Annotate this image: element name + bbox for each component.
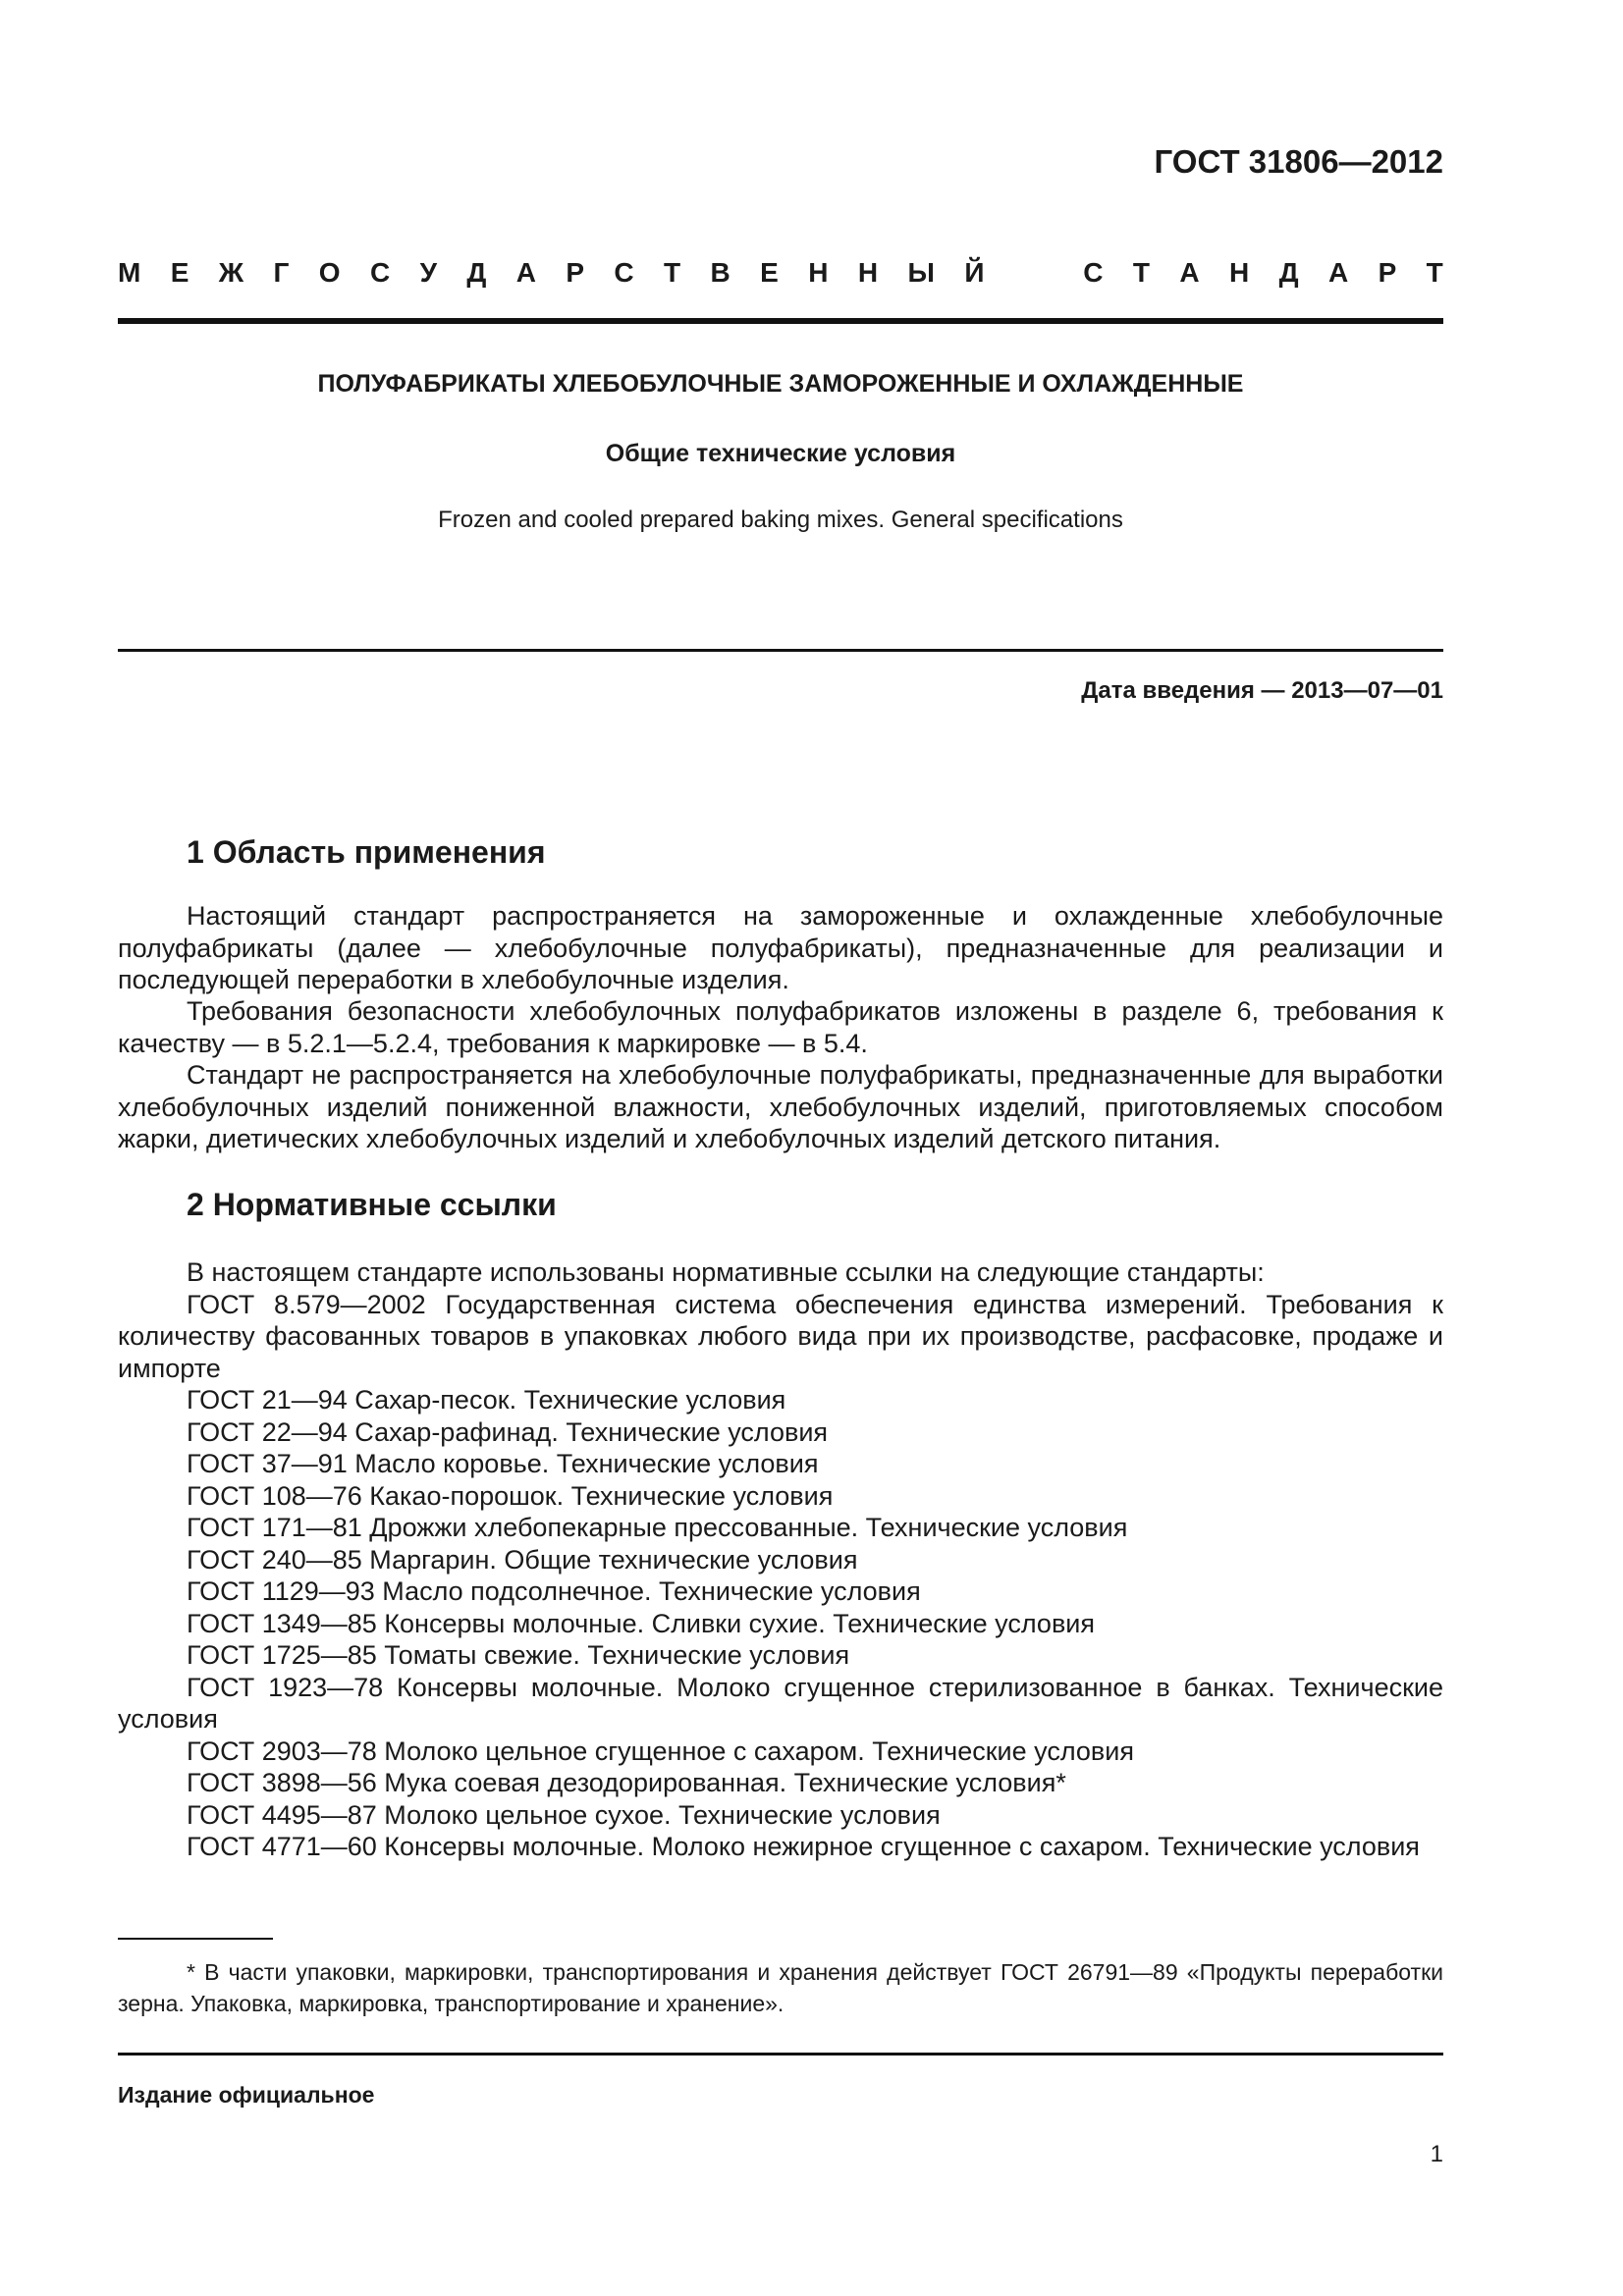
reference-item: ГОСТ 1349—85 Консервы молочные. Сливки сухие. Технические условия [187,1608,1095,1638]
footnote: * В части упаковки, маркировки, транспортирования и хранения действует ГОСТ 26791—89 «Продукты переработки зерна. Упаковка, маркировка, транспортирование и хранение». [118,1959,1443,2016]
page-number: 1 [1430,2141,1443,2167]
title-rule [118,649,1443,652]
section-2-heading: 2 Нормативные ссылки [187,1187,557,1222]
section-1-paragraph-2: Требования безопасности хлебобулочных полуфабрикатов изложены в разделе 6, требования к качеству — в 5.2.1—5.2.4, требования к маркировке — в 5.4. [118,996,1443,1058]
normative-references-list [118,1256,1443,1863]
introduction-date: Дата введения — 2013—07—01 [1081,677,1443,704]
heading-letter: Р [566,257,585,288]
reference-item: ГОСТ 4495—87 Молоко цельное сухое. Технические условия [187,1799,941,1830]
references-intro: В настоящем стандарте использованы нормативные ссылки на следующие стандарты: [187,1257,1265,1287]
heading-letter: В [710,257,730,288]
reference-item: ГОСТ 8.579—2002 Государственная система обеспечения единства измерений. Требования к количеству фасованных товаров в упаковках любого вида при их производстве, расфасовке, продаже и импорте [118,1289,1443,1383]
heading-letter: С [369,257,391,288]
reference-item: ГОСТ 22—94 Сахар-рафинад. Технические условия [187,1416,829,1447]
heading-letter: Е [170,257,189,288]
footer-rule [118,2053,1443,2056]
reference-item: ГОСТ 1725—85 Томаты свежие. Технические условия [187,1640,850,1670]
document-number: ГОСТ 31806—2012 [1154,143,1443,180]
reference-item: ГОСТ 21—94 Сахар-песок. Технические условия [187,1385,786,1415]
heading-letter: Н [857,257,879,288]
heading-letter: Т [664,257,681,288]
heading-letter: А [1327,257,1349,288]
document-subtitle: Общие технические условия [605,440,956,467]
reference-item: ГОСТ 3898—56 Мука соевая дезодорированная. Технические условия* [187,1768,1066,1797]
interstate-standard-heading [118,257,1443,289]
heading-letter: Д [1278,257,1299,288]
section-1-paragraph-1: Настоящий стандарт распространяется на замороженные и охлажденные хлебобулочные полуфабрикаты (далее — хлебобулочные полуфабрикаты), предназначенные для реализации и последующей переработки в хлебобулочные изделия. [118,901,1443,994]
heading-letter: Т [1426,257,1443,288]
section-1-heading: 1 Область применения [187,834,546,870]
reference-item: ГОСТ 1129—93 Масло подсолнечное. Технические условия [187,1576,921,1606]
section-1-paragraph-3: Стандарт не распространяется на хлебобулочные полуфабрикаты, предназначенные для выработки хлебобулочных изделий пониженной влажности, хлебобулочных изделий, приготовляемых способом жарки, диетических хлебобулочных изделий и хлебобулочных изделий детского питания. [118,1060,1443,1153]
footnote-separator [118,1938,273,1940]
heading-letter: Н [1228,257,1250,288]
heading-letter: У [419,257,437,288]
heading-letter: Й [964,257,985,288]
heading-letter: Е [760,257,779,288]
heading-letter: Г [273,257,290,288]
document-title-english: Frozen and cooled prepared baking mixes. General specifications [438,507,1123,533]
heading-letter: Т [1132,257,1150,288]
reference-item: ГОСТ 171—81 Дрожжи хлебопекарные прессованные. Технические условия [187,1513,1128,1542]
heading-letter: Ж [218,257,244,288]
heading-letter: С [1083,257,1104,288]
heading-letter: А [1179,257,1200,288]
reference-item: ГОСТ 108—76 Какао-порошок. Технические условия [187,1480,834,1511]
heading-letter: Н [808,257,829,288]
heading-letter: М [118,257,141,288]
heading-letter: С [614,257,634,288]
heading-letter: Ы [907,257,935,288]
heading-letter: А [515,257,536,288]
heading-letter: Р [1378,257,1397,288]
reference-item: ГОСТ 240—85 Маргарин. Общие технические условия [187,1544,858,1575]
reference-item: ГОСТ 4771—60 Консервы молочные. Молоко нежирное сгущенное с сахаром. Технические условия [187,1832,1420,1861]
heading-word-gap [1014,257,1054,289]
heading-letter: Д [466,257,487,288]
reference-item: ГОСТ 2903—78 Молоко цельное сгущенное с сахаром. Технические условия [187,1735,1134,1766]
official-edition-label: Издание официальное [118,2082,375,2108]
heading-letter: О [318,257,341,288]
reference-item: ГОСТ 37—91 Масло коровье. Технические условия [187,1449,819,1478]
reference-item: ГОСТ 1923—78 Консервы молочные. Молоко сгущенное стерилизованное в банках. Технические условия [118,1672,1443,1734]
document-title: ПОЛУФАБРИКАТЫ ХЛЕБОБУЛОЧНЫЕ ЗАМОРОЖЕННЫЕ И ОХЛАЖДЕННЫЕ [317,370,1244,398]
header-rule [118,318,1443,324]
